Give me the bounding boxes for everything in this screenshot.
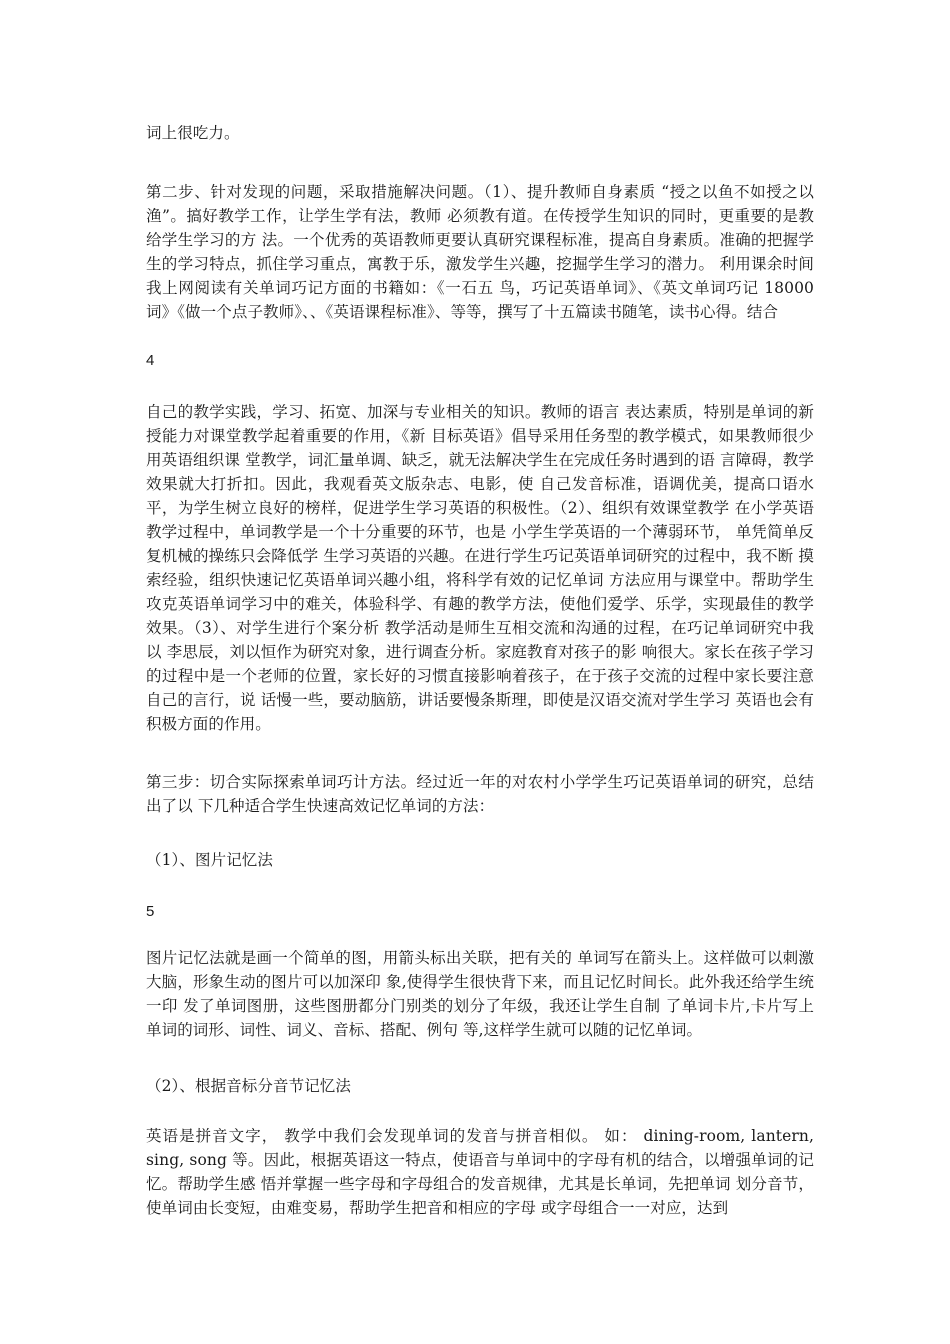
paragraph-phonetic-memory: 英语是拼音文字， 教学中我们会发现单词的发音与拼音相似。 如： dining-room, lantern, sing, song 等。因此，根据英语这一特点，使语音与单词中的字母有机的结合，以增强单词的记忆。帮助学生感 悟并掌握一些字母和字母组合的发音规律，尤其是长单词，先把单词 划分音节，使单词由长变短，由难变易，帮助学生把音和相应的字母 或字母组合一一对应，达到 (146, 1127, 814, 1217)
paragraph-teaching-practice: 自己的教学实践，学习、拓宽、加深与专业相关的知识。教师的语言 表达素质，特别是单词的新授能力对课堂教学起着重要的作用，《新 目标英语》倡导采用任务型的教学模式，如果教师很少用英语组织课 堂教学，词汇量单调、缺乏，就无法解决学生在完成任务时遇到的语 言障碍，教学效果就大打折扣。因此，我观看英文版杂志、电影，使 自己发音标准，语调优美，提高口语水平，为学生树立良好的榜样，促进学生学习英语的积极性。（2）、组织有效课堂教学 在小学英语教学过程中，单词教学是一个十分重要的环节，也是 小学生学英语的一个薄弱环节， 单凭简单反复机械的操练只会降低学 生学习英语的兴趣。在进行学生巧记英语单词研究的过程中，我不断 摸索经验，组织快速记忆英语单词兴趣小组，将科学有效的记忆单词 方法应用与课堂中。帮助学生攻克英语单词学习中的难关，体验科学、有趣的教学方法，使他们爱学、乐学，实现最佳的教学效果。（3）、对学生进行个案分析 教学活动是师生互相交流和沟通的过程，在巧记单词研究中我以 李思辰，刘以恒作为研究对象，进行调查分析。家庭教育对孩子的影 响很大。家长在孩子学习的过程中是一个老师的位置，家长好的习惯直接影响着孩子，在于孩子交流的过程中家长要注意自己的言行，说 话慢一些，要动脑筋，讲话要慢条斯理，即使是汉语交流对学生学习 英语也会有积极方面的作用。 (146, 403, 814, 733)
paragraph-picture-memory: 图片记忆法就是画一个简单的图，用箭头标出关联，把有关的 单词写在箭头上。这样做可以刺激大脑，形象生动的图片可以加深印 象,使得学生很快背下来，而且记忆时间长。此外我还给学生统一印 发了单词图册，这些图册都分门别类的划分了年级，我还让学生自制 了单词卡片,卡片写上单词的词形、词性、词义、音标、搭配、例句 等,这样学生就可以随的记忆单词。 (146, 949, 814, 1039)
heading-phonetic-memory: （2）、根据音标分音节记忆法 (146, 1077, 352, 1095)
paragraph-continuation: 词上很吃力。 (146, 124, 240, 142)
page-number-5: 5 (146, 903, 155, 920)
paragraph-step-two: 第二步、针对发现的问题，采取措施解决问题。（1）、提升教师自身素质 “授之以鱼不如授之以渔”。搞好教学工作，让学生学有法，教师 必须教有道。在传授学生知识的同时，更重要的是教给学生学习的方 法。一个优秀的英语教师更要认真研究课程标准，提高自身素质。准确的把握学生的学习特点，抓住学习重点，寓教于乐，激发学生兴趣，挖掘学生学习的潜力。 利用课余时间我上网阅读有关单词巧记方面的书籍如：《一石五 鸟，巧记英语单词》、《英文单词巧记 18000 词》《做一个点子教师》、、《英语课程标准》、等等，撰写了十五篇读书随笔，读书心得。结合 (146, 183, 814, 321)
heading-picture-memory: （1）、图片记忆法 (146, 851, 274, 869)
page-number-4: 4 (146, 352, 155, 369)
paragraph-step-three: 第三步：切合实际探索单词巧计方法。经过近一年的对农村小学学生巧记英语单词的研究，总结出了以 下几种适合学生快速高效记忆单词的方法： (146, 773, 814, 815)
